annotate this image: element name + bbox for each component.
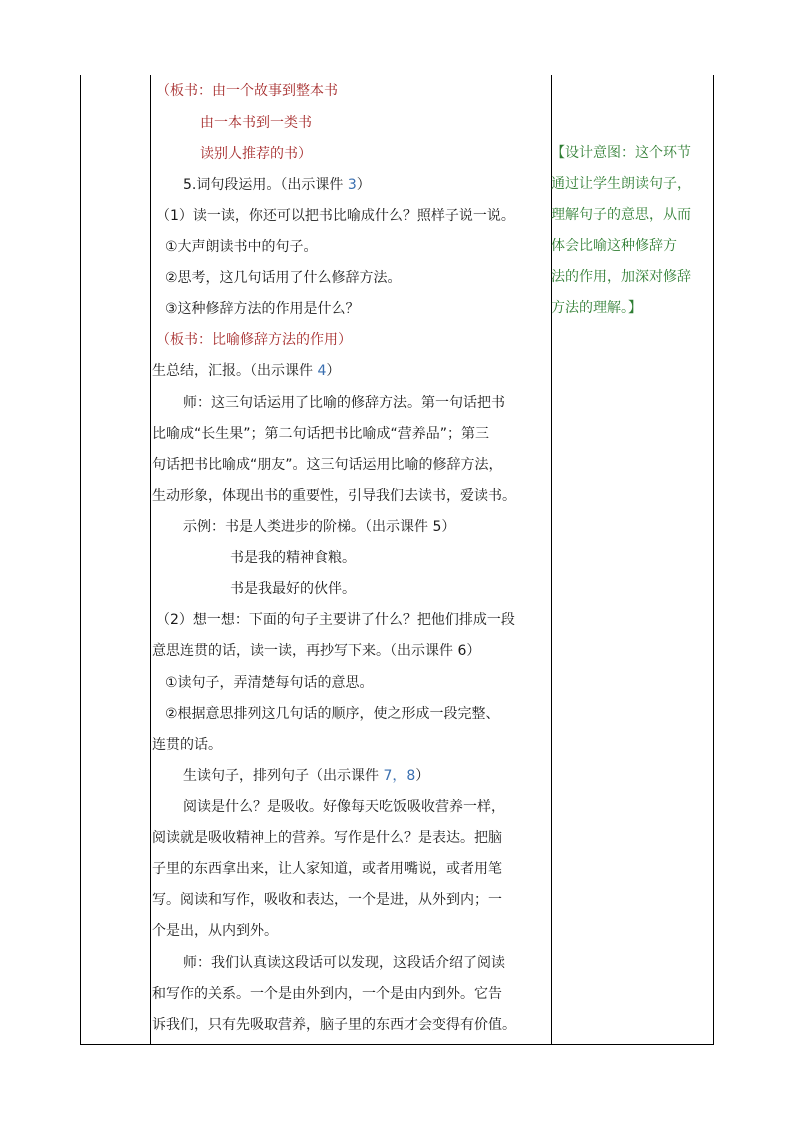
teacher-remark-2-line-1: 师：我们认真读这段话可以发现，这段话介绍了阅读 xyxy=(183,955,505,971)
item-5-heading: 5.词句段运用。（出示课件 3） xyxy=(183,177,371,193)
teacher-remark-1-line-4: 生动形象，体现出书的重要性，引导我们去读书，爱读书。 xyxy=(152,488,516,504)
design-intent-line-6: 方法的理解。】 xyxy=(551,300,642,316)
board-text-4: （板书：比喻修辞方法的作用） xyxy=(156,332,352,348)
question-2-line-1: （2）想一想：下面的句子主要讲了什么？把他们排成一段 xyxy=(156,612,515,628)
board-text-3: 读别人推荐的书） xyxy=(200,146,312,162)
design-intent-line-2: 通过让学生朗读句子， xyxy=(551,176,691,192)
example-3: 书是我最好的伙伴。 xyxy=(230,581,356,597)
passage-line-3: 子里的东西拿出来，让人家知道，或者用嘴说，或者用笔 xyxy=(152,861,502,877)
passage-line-4: 写。阅读和写作，吸收和表达，一个是进，从外到内；一 xyxy=(152,892,502,908)
passage-line-5: 个是出，从内到外。 xyxy=(152,923,278,939)
teacher-remark-1-line-1: 师：这三句话运用了比喻的修辞方法。第一句话把书 xyxy=(183,395,505,411)
question-1-step-b: ②思考，这几句话用了什么修辞方法。 xyxy=(165,270,402,286)
table-border-left xyxy=(80,75,81,1045)
table-border-right xyxy=(713,75,714,1045)
question-1-step-c: ③这种修辞方法的作用是什么？ xyxy=(165,301,360,317)
teacher-remark-1-line-2: 比喻成“长生果”；第二句话把书比喻成“营养品”；第三 xyxy=(152,426,490,442)
design-intent-line-4: 体会比喻这种修辞方 xyxy=(551,238,677,254)
courseware-number: 3 xyxy=(347,177,357,193)
question-2-step-b-line-1: ②根据意思排列这几句话的顺序，使之形成一段完整、 xyxy=(165,706,500,722)
example-2: 书是我的精神食粮。 xyxy=(230,550,356,566)
teacher-remark-2-line-2: 和写作的关系。一个是由外到内，一个是由内到外。它告 xyxy=(152,986,502,1002)
board-text-2: 由一本书到一类书 xyxy=(200,115,312,131)
example-1: 示例：书是人类进步的阶梯。（出示课件 5） xyxy=(183,519,456,535)
question-1-step-a: ①大声朗读书中的句子。 xyxy=(165,239,318,255)
passage-line-1: 阅读是什么？是吸收。好像每天吃饭吸收营养一样， xyxy=(183,799,505,815)
table-border-col1 xyxy=(150,75,151,1045)
courseware-number: 7，8 xyxy=(383,768,416,784)
board-text-1: （板书：由一个故事到整本书 xyxy=(156,83,338,99)
teacher-remark-2-line-3: 诉我们，只有先吸取营养，脑子里的东西才会变得有价值。 xyxy=(152,1017,516,1033)
design-intent-line-3: 理解句子的意思，从而 xyxy=(551,207,691,223)
design-intent-line-5: 法的作用，加深对修辞 xyxy=(551,269,691,285)
teacher-remark-1-line-3: 句话把书比喻成“朋友”。这三句话运用比喻的修辞方法， xyxy=(152,457,503,473)
courseware-number: 4 xyxy=(317,363,327,379)
question-2-step-a: ①读句子，弄清楚每句话的意思。 xyxy=(165,675,374,691)
design-intent-line-1: 【设计意图：这个环节 xyxy=(551,145,691,161)
question-2-line-2: 意思连贯的话，读一读，再抄写下来。（出示课件 6） xyxy=(152,643,481,659)
summary-line: 生总结，汇报。（出示课件 4） xyxy=(152,363,341,379)
student-sort-line: 生读句子，排列句子（出示课件 7，8） xyxy=(183,768,430,784)
question-2-step-b-line-2: 连贯的话。 xyxy=(152,737,222,753)
question-1: （1）读一读，你还可以把书比喻成什么？照样子说一说。 xyxy=(156,208,515,224)
passage-line-2: 阅读就是吸收精神上的营养。写作是什么？是表达。把脑 xyxy=(152,830,502,846)
table-border-bottom xyxy=(80,1044,714,1045)
